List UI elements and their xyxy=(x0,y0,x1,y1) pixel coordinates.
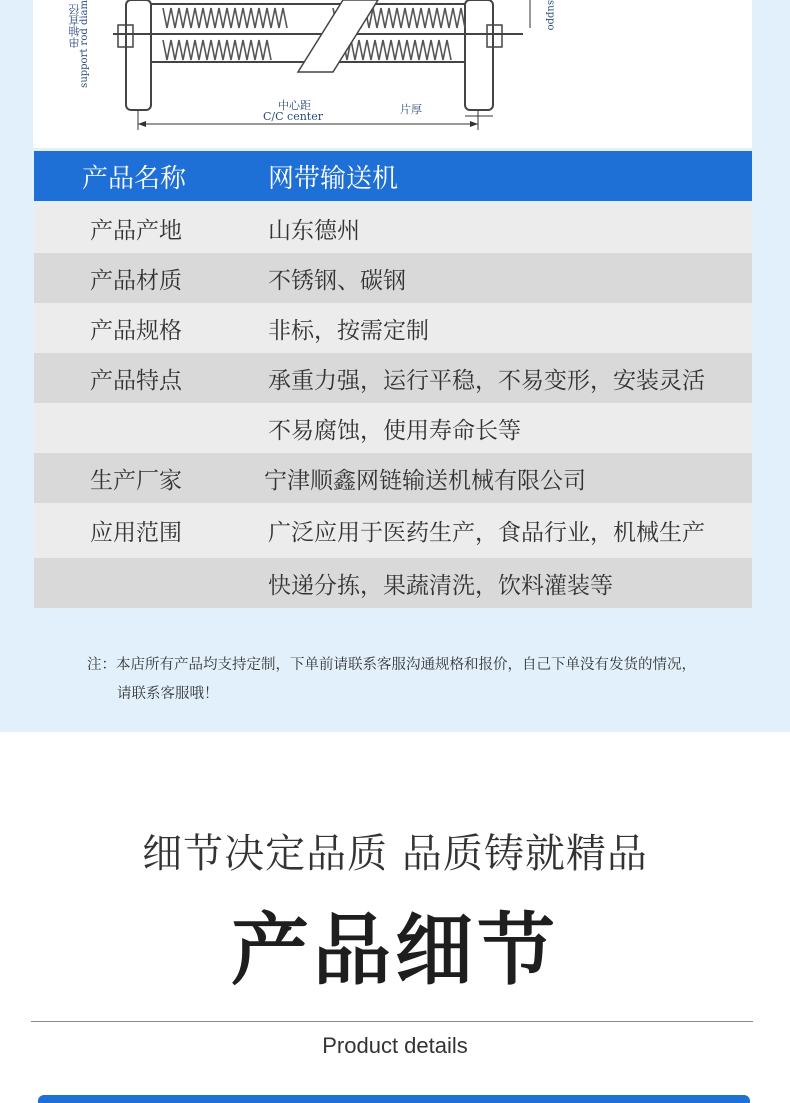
mesh-belt-drawing xyxy=(33,0,752,148)
center-label-cn: 中心距 xyxy=(278,99,311,112)
table-row xyxy=(34,453,752,503)
row-value: 山东德州 xyxy=(268,217,360,244)
customization-note xyxy=(87,651,767,709)
row-value: 快递分拣，果蔬清洗，饮料灌装等 xyxy=(268,572,613,599)
header-value: 网带输送机 xyxy=(268,163,399,194)
center-label-en: C/C center xyxy=(263,110,323,123)
support-rod-label-cn: 串轴直径 xyxy=(68,4,81,48)
spec-table xyxy=(34,151,752,608)
note-line-2: 请联系客服哦！ xyxy=(117,686,219,702)
row-key: 生产厂家 xyxy=(90,467,182,494)
support-label-right: suppo xyxy=(545,0,556,31)
row-value: 广泛应用于医药生产，食品行业，机械生产 xyxy=(268,520,705,546)
table-row xyxy=(34,353,752,403)
table-row xyxy=(34,203,752,253)
table-row xyxy=(34,403,752,453)
section-subtitle: 细节决定品质 品质铸就精品 xyxy=(142,831,648,877)
row-value: 非标，按需定制 xyxy=(268,317,429,344)
table-row xyxy=(34,253,752,303)
row-value: 承重力强，运行平稳，不易变形，安装灵活 xyxy=(268,367,705,394)
thickness-label-cn: 片厚 xyxy=(400,103,422,116)
row-key: 应用范围 xyxy=(90,520,182,546)
table-header xyxy=(34,151,752,201)
row-value: 不锈钢、碳钢 xyxy=(268,267,406,294)
section-title: 产品细节 xyxy=(230,906,559,996)
row-key: 产品产地 xyxy=(90,217,182,244)
row-value: 宁津顺鑫网链输送机械有限公司 xyxy=(264,467,586,494)
row-key: 产品特点 xyxy=(90,367,182,394)
header-key: 产品名称 xyxy=(82,163,187,194)
table-row xyxy=(34,503,752,558)
table-row xyxy=(34,558,752,608)
row-key: 产品规格 xyxy=(90,317,182,344)
section-english-title: Product details xyxy=(322,1033,468,1058)
support-rod-label-en: support rod diam xyxy=(79,0,90,88)
row-value: 不易腐蚀，使用寿命长等 xyxy=(268,417,521,444)
conveyor-diagram xyxy=(33,0,752,148)
next-section-bar xyxy=(38,1095,750,1103)
divider xyxy=(31,1021,753,1022)
row-key: 产品材质 xyxy=(90,267,182,294)
note-line-1: 注：本店所有产品均支持定制，下单前请联系客服沟通规格和报价，自己下单没有发货的情况， xyxy=(87,657,696,673)
table-row xyxy=(34,303,752,353)
